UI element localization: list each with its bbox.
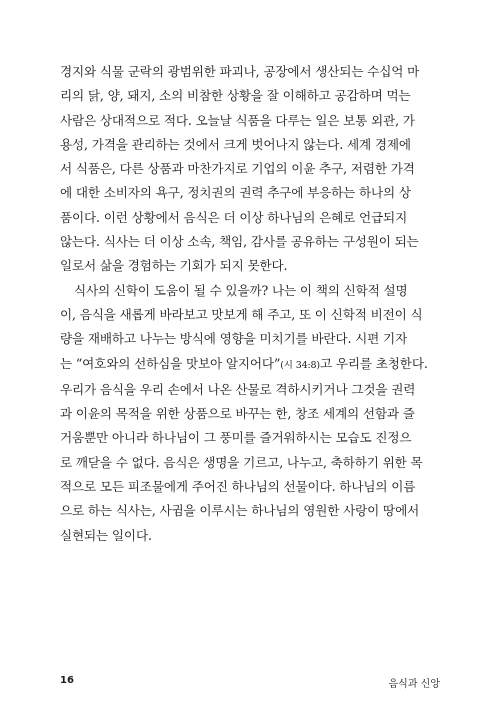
- quote-text-after: 고 우리를 초청한다.: [320, 355, 428, 371]
- text-line: 용성, 가격을 관리하는 것에서 크게 벗어나지 않는다. 세계 경제에: [60, 136, 411, 152]
- text-line: 적으로 모든 피조물에게 주어진 하나님의 선물이다. 하나님의 이름: [60, 479, 416, 495]
- text-line: 량을 재배하고 나누는 방식에 영향을 미치기를 바란다. 시편 기자: [60, 331, 408, 347]
- body-text: [60, 60, 436, 548]
- paragraph-2: [60, 279, 436, 548]
- text-line: 식사의 신학이 도움이 될 수 있을까? 나는 이 책의 신학적 설명: [74, 282, 408, 298]
- paragraph-1: [60, 60, 436, 279]
- quote-line: [60, 352, 436, 378]
- text-line: 경지와 식물 군락의 광범위한 파괴나, 공장에서 생산되는 수십억 마: [60, 64, 420, 79]
- scripture-reference: (시 34:8): [280, 359, 320, 371]
- text-line: 로 깨닫을 수 없다. 음식은 생명을 기르고, 나누고, 축하하기 위한 목: [60, 454, 423, 470]
- text-line: 서 식품은, 다른 상품과 마찬가지로 기업의 이윤 추구, 저렴한 가격: [60, 161, 415, 177]
- text-line: 이, 음식을 새롭게 바라보고 맛보게 해 주고, 또 이 신학적 비전이 식: [60, 306, 423, 322]
- text-line: 에 대한 소비자의 욕구, 정치권의 권력 추구에 부응하는 하나의 상: [60, 185, 411, 201]
- text-line: 실현되는 일이다.: [60, 527, 152, 543]
- text-line: 품이다. 이런 상황에서 음식은 더 이상 하나님의 은혜로 언급되지: [60, 209, 408, 225]
- quote-text: 는 “여호와의 선하심을 맛보아 알지어다”: [60, 355, 281, 371]
- text-line: 일로서 삶을 경험하는 기회가 되지 못한다.: [60, 258, 288, 274]
- text-line: 우리가 음식을 우리 손에서 나온 산물로 격하시키거나 그것을 권력: [60, 381, 416, 397]
- text-line: 과 이윤의 목적을 위한 상품으로 바꾸는 한, 창조 세계의 선함과 즐: [60, 406, 415, 422]
- text-line: 않는다. 식사는 더 이상 소속, 책임, 감사를 공유하는 구성원이 되는: [60, 234, 419, 250]
- text-line: 사람은 상대적으로 적다. 오늘날 식품을 다루는 일은 보통 외관, 가: [60, 112, 415, 128]
- text-line: 거움뿐만 아니라 하나님이 그 풍미를 즐거워하시는 모습도 진정으: [60, 430, 412, 446]
- running-title: 음식과 신앙: [388, 679, 440, 690]
- page-number: 16: [60, 675, 74, 686]
- text-line: 으로 하는 식사는, 사귐을 이루시는 하나님의 영원한 사랑이 땅에서: [60, 503, 420, 519]
- text-line: 리의 닭, 양, 돼지, 소의 비참한 상황을 잘 이해하고 공감하며 먹는: [60, 88, 411, 104]
